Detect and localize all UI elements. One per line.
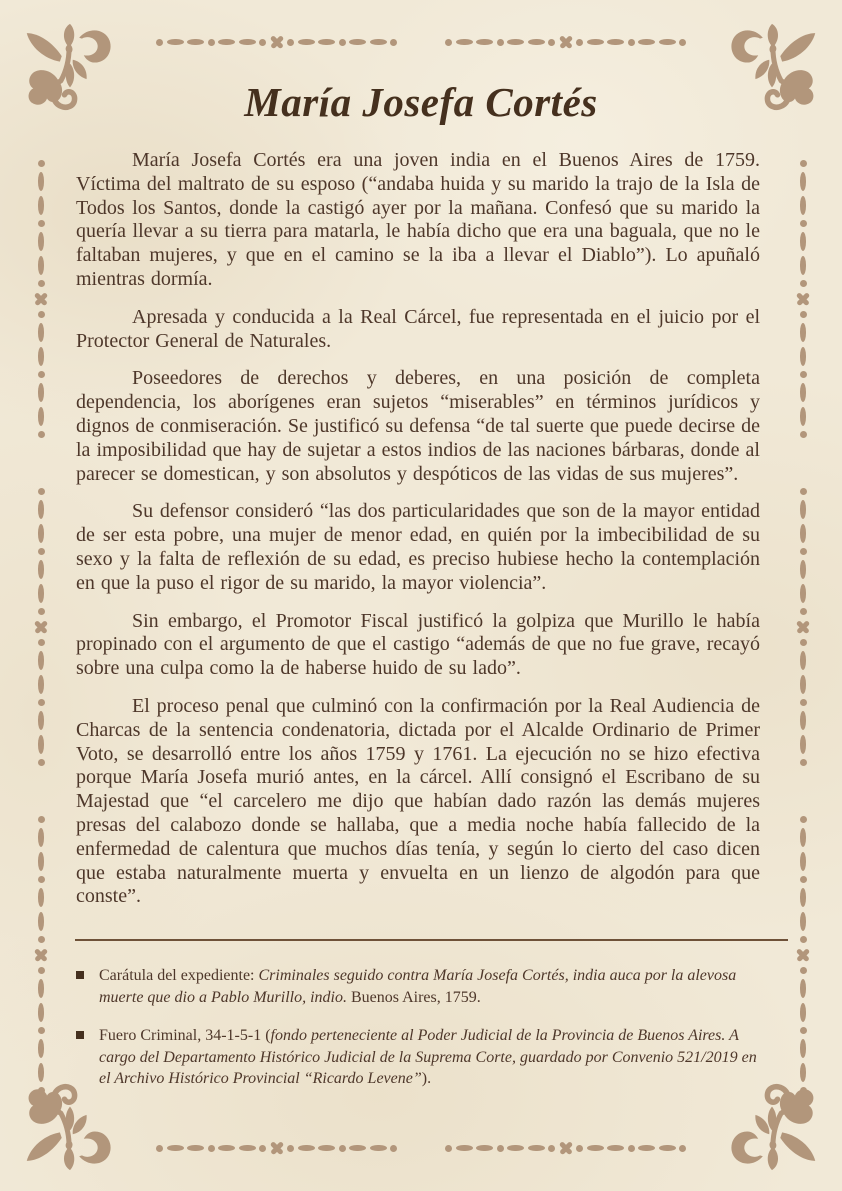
dot-ornament-icon <box>390 1145 397 1152</box>
dash-ornament-icon <box>38 735 45 754</box>
dash-ornament-icon <box>800 584 807 603</box>
dash-ornament-icon <box>800 524 807 543</box>
dot-ornament-icon <box>38 311 45 318</box>
dash-ornament-icon <box>38 888 45 907</box>
dash-ornament-icon <box>38 500 45 519</box>
dot-ornament-icon <box>339 1145 346 1152</box>
paragraph: El proceso penal que culminó con la confirmación por la Real Audiencia de Charcas de la sentencia condenatoria, dictada por el Alcalde Ordinario de Primer Voto, se desarrolló entre los años 1759 y 1761. La ejecución no se hizo efectiva porque María Josefa murió antes, en la cárcel. Allí consignó el Escribano de su Majestad que “el carcelero me dijo que habían dado razón las demás mujeres presas del calabozo donde se hallaba, que a media noche había fallecido de la enfermedad de calentura que muchos días tenía, y según lo cierto del caso dicen que estaba naturalmente muerta y envuelta en un lienzo de algodón para que conste”. <box>76 694 760 908</box>
dash-ornament-icon <box>218 1145 235 1152</box>
dot-ornament-icon <box>208 1145 215 1152</box>
dash-ornament-icon <box>38 256 45 275</box>
square-bullet-icon <box>76 1031 84 1039</box>
dot-ornament-icon <box>800 759 807 766</box>
dash-ornament-icon <box>38 1063 45 1082</box>
dash-ornament-icon <box>298 1145 315 1152</box>
dash-ornament-icon <box>587 1145 604 1152</box>
dot-ornament-icon <box>548 1145 555 1152</box>
dot-ornament-icon <box>38 816 45 823</box>
dash-ornament-icon <box>38 675 45 694</box>
dot-ornament-icon <box>38 608 45 615</box>
cross-ornament-icon <box>34 620 48 634</box>
dot-ornament-icon <box>38 876 45 883</box>
dot-ornament-icon <box>38 936 45 943</box>
cross-ornament-icon <box>796 948 810 962</box>
dash-ornament-icon <box>638 1145 655 1152</box>
dash-ornament-icon <box>528 1145 545 1152</box>
ornament-segment <box>445 34 686 50</box>
dash-ornament-icon <box>370 1145 387 1152</box>
cross-ornament-icon <box>796 292 810 306</box>
dot-ornament-icon <box>497 1145 504 1152</box>
dash-ornament-icon <box>38 651 45 670</box>
dash-ornament-icon <box>349 39 366 46</box>
dash-ornament-icon <box>800 383 807 402</box>
dot-ornament-icon <box>576 1145 583 1152</box>
cross-ornament-icon <box>34 948 48 962</box>
dot-ornament-icon <box>38 1027 45 1034</box>
dash-ornament-icon <box>528 39 545 46</box>
dash-ornament-icon <box>800 256 807 275</box>
dot-ornament-icon <box>679 1145 686 1152</box>
dot-ornament-icon <box>800 1087 807 1094</box>
dot-ornament-icon <box>445 39 452 46</box>
dash-ornament-icon <box>38 1003 45 1022</box>
dash-ornament-icon <box>38 584 45 603</box>
dash-ornament-icon <box>800 651 807 670</box>
dash-ornament-icon <box>800 912 807 931</box>
ornamental-border-left <box>33 160 49 1094</box>
dash-ornament-icon <box>507 1145 524 1152</box>
dash-ornament-icon <box>298 39 315 46</box>
dot-ornament-icon <box>800 160 807 167</box>
dot-ornament-icon <box>208 39 215 46</box>
dash-ornament-icon <box>218 39 235 46</box>
dash-ornament-icon <box>187 39 204 46</box>
dash-ornament-icon <box>318 1145 335 1152</box>
dot-ornament-icon <box>628 39 635 46</box>
ornament-segment <box>33 816 49 1094</box>
cross-ornament-icon <box>270 1141 284 1155</box>
dot-ornament-icon <box>800 488 807 495</box>
ornament-segment <box>795 816 811 1094</box>
dash-ornament-icon <box>800 500 807 519</box>
dash-ornament-icon <box>800 1039 807 1058</box>
dash-ornament-icon <box>239 1145 256 1152</box>
dot-ornament-icon <box>259 1145 266 1152</box>
dash-ornament-icon <box>800 852 807 871</box>
dash-ornament-icon <box>800 1003 807 1022</box>
footnote-text-tail: Buenos Aires, 1759. <box>346 988 481 1006</box>
dot-ornament-icon <box>800 639 807 646</box>
ornament-segment <box>445 1140 686 1156</box>
dash-ornament-icon <box>239 39 256 46</box>
dot-ornament-icon <box>800 967 807 974</box>
dash-ornament-icon <box>38 1039 45 1058</box>
dash-ornament-icon <box>607 39 624 46</box>
cross-ornament-icon <box>559 35 573 49</box>
dash-ornament-icon <box>507 39 524 46</box>
ornamental-divider-bottom <box>0 1140 842 1156</box>
dash-ornament-icon <box>38 323 45 342</box>
dot-ornament-icon <box>800 220 807 227</box>
dot-ornament-icon <box>548 39 555 46</box>
footnote-text-italic: Criminales seguido contra María Josefa Cortés, india auca por la alevosa muerte que dio a Pablo Murillo, indio. <box>99 967 737 1006</box>
ornament-segment <box>795 488 811 766</box>
cross-ornament-icon <box>34 292 48 306</box>
dash-ornament-icon <box>38 711 45 730</box>
dash-ornament-icon <box>167 1145 184 1152</box>
dot-ornament-icon <box>38 220 45 227</box>
ornament-segment <box>156 34 397 50</box>
dot-ornament-icon <box>800 816 807 823</box>
dash-ornament-icon <box>800 888 807 907</box>
dot-ornament-icon <box>38 431 45 438</box>
dash-ornament-icon <box>800 196 807 215</box>
dash-ornament-icon <box>38 979 45 998</box>
dot-ornament-icon <box>390 39 397 46</box>
dot-ornament-icon <box>800 608 807 615</box>
dash-ornament-icon <box>349 1145 366 1152</box>
dash-ornament-icon <box>587 39 604 46</box>
dot-ornament-icon <box>339 39 346 46</box>
footnote-text-tail: ). <box>421 1070 432 1088</box>
dot-ornament-icon <box>497 39 504 46</box>
dash-ornament-icon <box>38 407 45 426</box>
dot-ornament-icon <box>800 548 807 555</box>
footnote-text-italic: fondo perteneciente al Poder Judicial de la Provincia de Buenos Aires. A cargo del Departamento Histórico Judicial de la Suprema Corte, guardado por Convenio 521/2019 en el Archivo Histórico Provincial “Ricardo Levene” <box>99 1027 757 1088</box>
ornament-segment <box>795 160 811 438</box>
dash-ornament-icon <box>167 39 184 46</box>
dot-ornament-icon <box>38 371 45 378</box>
paragraph: Apresada y conducida a la Real Cárcel, fue representada en el juicio por el Protector General de Naturales. <box>76 305 760 352</box>
cross-ornament-icon <box>559 1141 573 1155</box>
article-body <box>76 149 760 1107</box>
dash-ornament-icon <box>800 711 807 730</box>
ornament-segment <box>33 488 49 766</box>
footnote-item <box>76 1025 760 1090</box>
dash-ornament-icon <box>800 828 807 847</box>
dot-ornament-icon <box>38 759 45 766</box>
dash-ornament-icon <box>38 383 45 402</box>
dash-ornament-icon <box>607 1145 624 1152</box>
dot-ornament-icon <box>576 39 583 46</box>
dot-ornament-icon <box>156 1145 163 1152</box>
dash-ornament-icon <box>800 232 807 251</box>
dot-ornament-icon <box>800 876 807 883</box>
dot-ornament-icon <box>287 39 294 46</box>
ornamental-divider-top <box>0 34 842 50</box>
dash-ornament-icon <box>38 172 45 191</box>
dot-ornament-icon <box>38 548 45 555</box>
paragraph: Su defensor consideró “las dos particularidades que son de la mayor entidad de ser esta pobre, una mujer de menor edad, en quién por la imbecibilidad de su sexo y la falta de reflexión de su edad, es preciso hubiese hecho la contemplación en que la puso el rigor de su marido, la mayor violencia”. <box>76 500 760 594</box>
dot-ornament-icon <box>628 1145 635 1152</box>
dash-ornament-icon <box>187 1145 204 1152</box>
dot-ornament-icon <box>38 639 45 646</box>
dash-ornament-icon <box>476 39 493 46</box>
dot-ornament-icon <box>800 280 807 287</box>
footnote-text-lead: Carátula del expediente: <box>99 967 259 985</box>
dash-ornament-icon <box>800 347 807 366</box>
dot-ornament-icon <box>38 967 45 974</box>
footnote-item <box>76 965 760 1008</box>
footnote-text-lead: Fuero Criminal, 34-1-5-1 ( <box>99 1027 271 1045</box>
paragraph: Poseedores de derechos y deberes, en una posición de completa dependencia, los aborígenes eran sujetos “miserables” en términos jurídicos y dignos de conmiseración. Se justificó su defensa “de tal suerte que puede decirse de la imposibilidad que hay de sujetar a estos indios de las naciones bárbaras, donde al parecer se domestican, y son absolutos y despóticos de las vidas de sus mujeres”. <box>76 367 760 485</box>
cross-ornament-icon <box>270 35 284 49</box>
dot-ornament-icon <box>800 936 807 943</box>
dot-ornament-icon <box>679 39 686 46</box>
dash-ornament-icon <box>476 1145 493 1152</box>
dot-ornament-icon <box>259 39 266 46</box>
dash-ornament-icon <box>38 828 45 847</box>
footnote-divider <box>75 939 788 941</box>
dot-ornament-icon <box>38 280 45 287</box>
dot-ornament-icon <box>287 1145 294 1152</box>
dot-ornament-icon <box>800 431 807 438</box>
dot-ornament-icon <box>800 1027 807 1034</box>
ornament-segment <box>156 1140 397 1156</box>
dash-ornament-icon <box>638 39 655 46</box>
dot-ornament-icon <box>445 1145 452 1152</box>
dash-ornament-icon <box>800 1063 807 1082</box>
dash-ornament-icon <box>370 39 387 46</box>
dot-ornament-icon <box>38 1087 45 1094</box>
dash-ornament-icon <box>800 323 807 342</box>
dash-ornament-icon <box>38 524 45 543</box>
dash-ornament-icon <box>38 347 45 366</box>
dash-ornament-icon <box>38 560 45 579</box>
cross-ornament-icon <box>796 620 810 634</box>
dot-ornament-icon <box>800 371 807 378</box>
dash-ornament-icon <box>800 560 807 579</box>
dot-ornament-icon <box>38 699 45 706</box>
dash-ornament-icon <box>318 39 335 46</box>
dot-ornament-icon <box>800 311 807 318</box>
dash-ornament-icon <box>800 675 807 694</box>
dash-ornament-icon <box>800 979 807 998</box>
dash-ornament-icon <box>38 912 45 931</box>
square-bullet-icon <box>76 971 84 979</box>
dot-ornament-icon <box>38 488 45 495</box>
paragraph: María Josefa Cortés era una joven india en el Buenos Aires de 1759. Víctima del maltrato de su esposo (“andaba huida y su marido la trajo de la Isla de Todos los Santos, donde la castigó ayer por la mañana. Confesó que su marido la quería llevar a su tierra para matarla, le había dicho que era una baguala, que no le faltaban mujeres, y que en el camino se la iba a llevar el Diablo”). Lo apuñaló mientras dormía. <box>76 149 760 290</box>
dash-ornament-icon <box>456 1145 473 1152</box>
dash-ornament-icon <box>800 172 807 191</box>
dash-ornament-icon <box>659 39 676 46</box>
dash-ornament-icon <box>800 735 807 754</box>
dash-ornament-icon <box>38 852 45 871</box>
dash-ornament-icon <box>456 39 473 46</box>
dash-ornament-icon <box>659 1145 676 1152</box>
dash-ornament-icon <box>800 407 807 426</box>
ornament-segment <box>33 160 49 438</box>
paragraph: Sin embargo, el Promotor Fiscal justificó la golpiza que Murillo le había propinado con el argumento de que el castigo “además de que no fue grave, recayó sobre una culpa como la de haberse huido de su lado”. <box>76 609 760 680</box>
dot-ornament-icon <box>156 39 163 46</box>
dot-ornament-icon <box>38 160 45 167</box>
page-title: María Josefa Cortés <box>244 79 598 125</box>
dash-ornament-icon <box>38 232 45 251</box>
ornamental-border-right <box>795 160 811 1094</box>
dash-ornament-icon <box>38 196 45 215</box>
dot-ornament-icon <box>800 699 807 706</box>
